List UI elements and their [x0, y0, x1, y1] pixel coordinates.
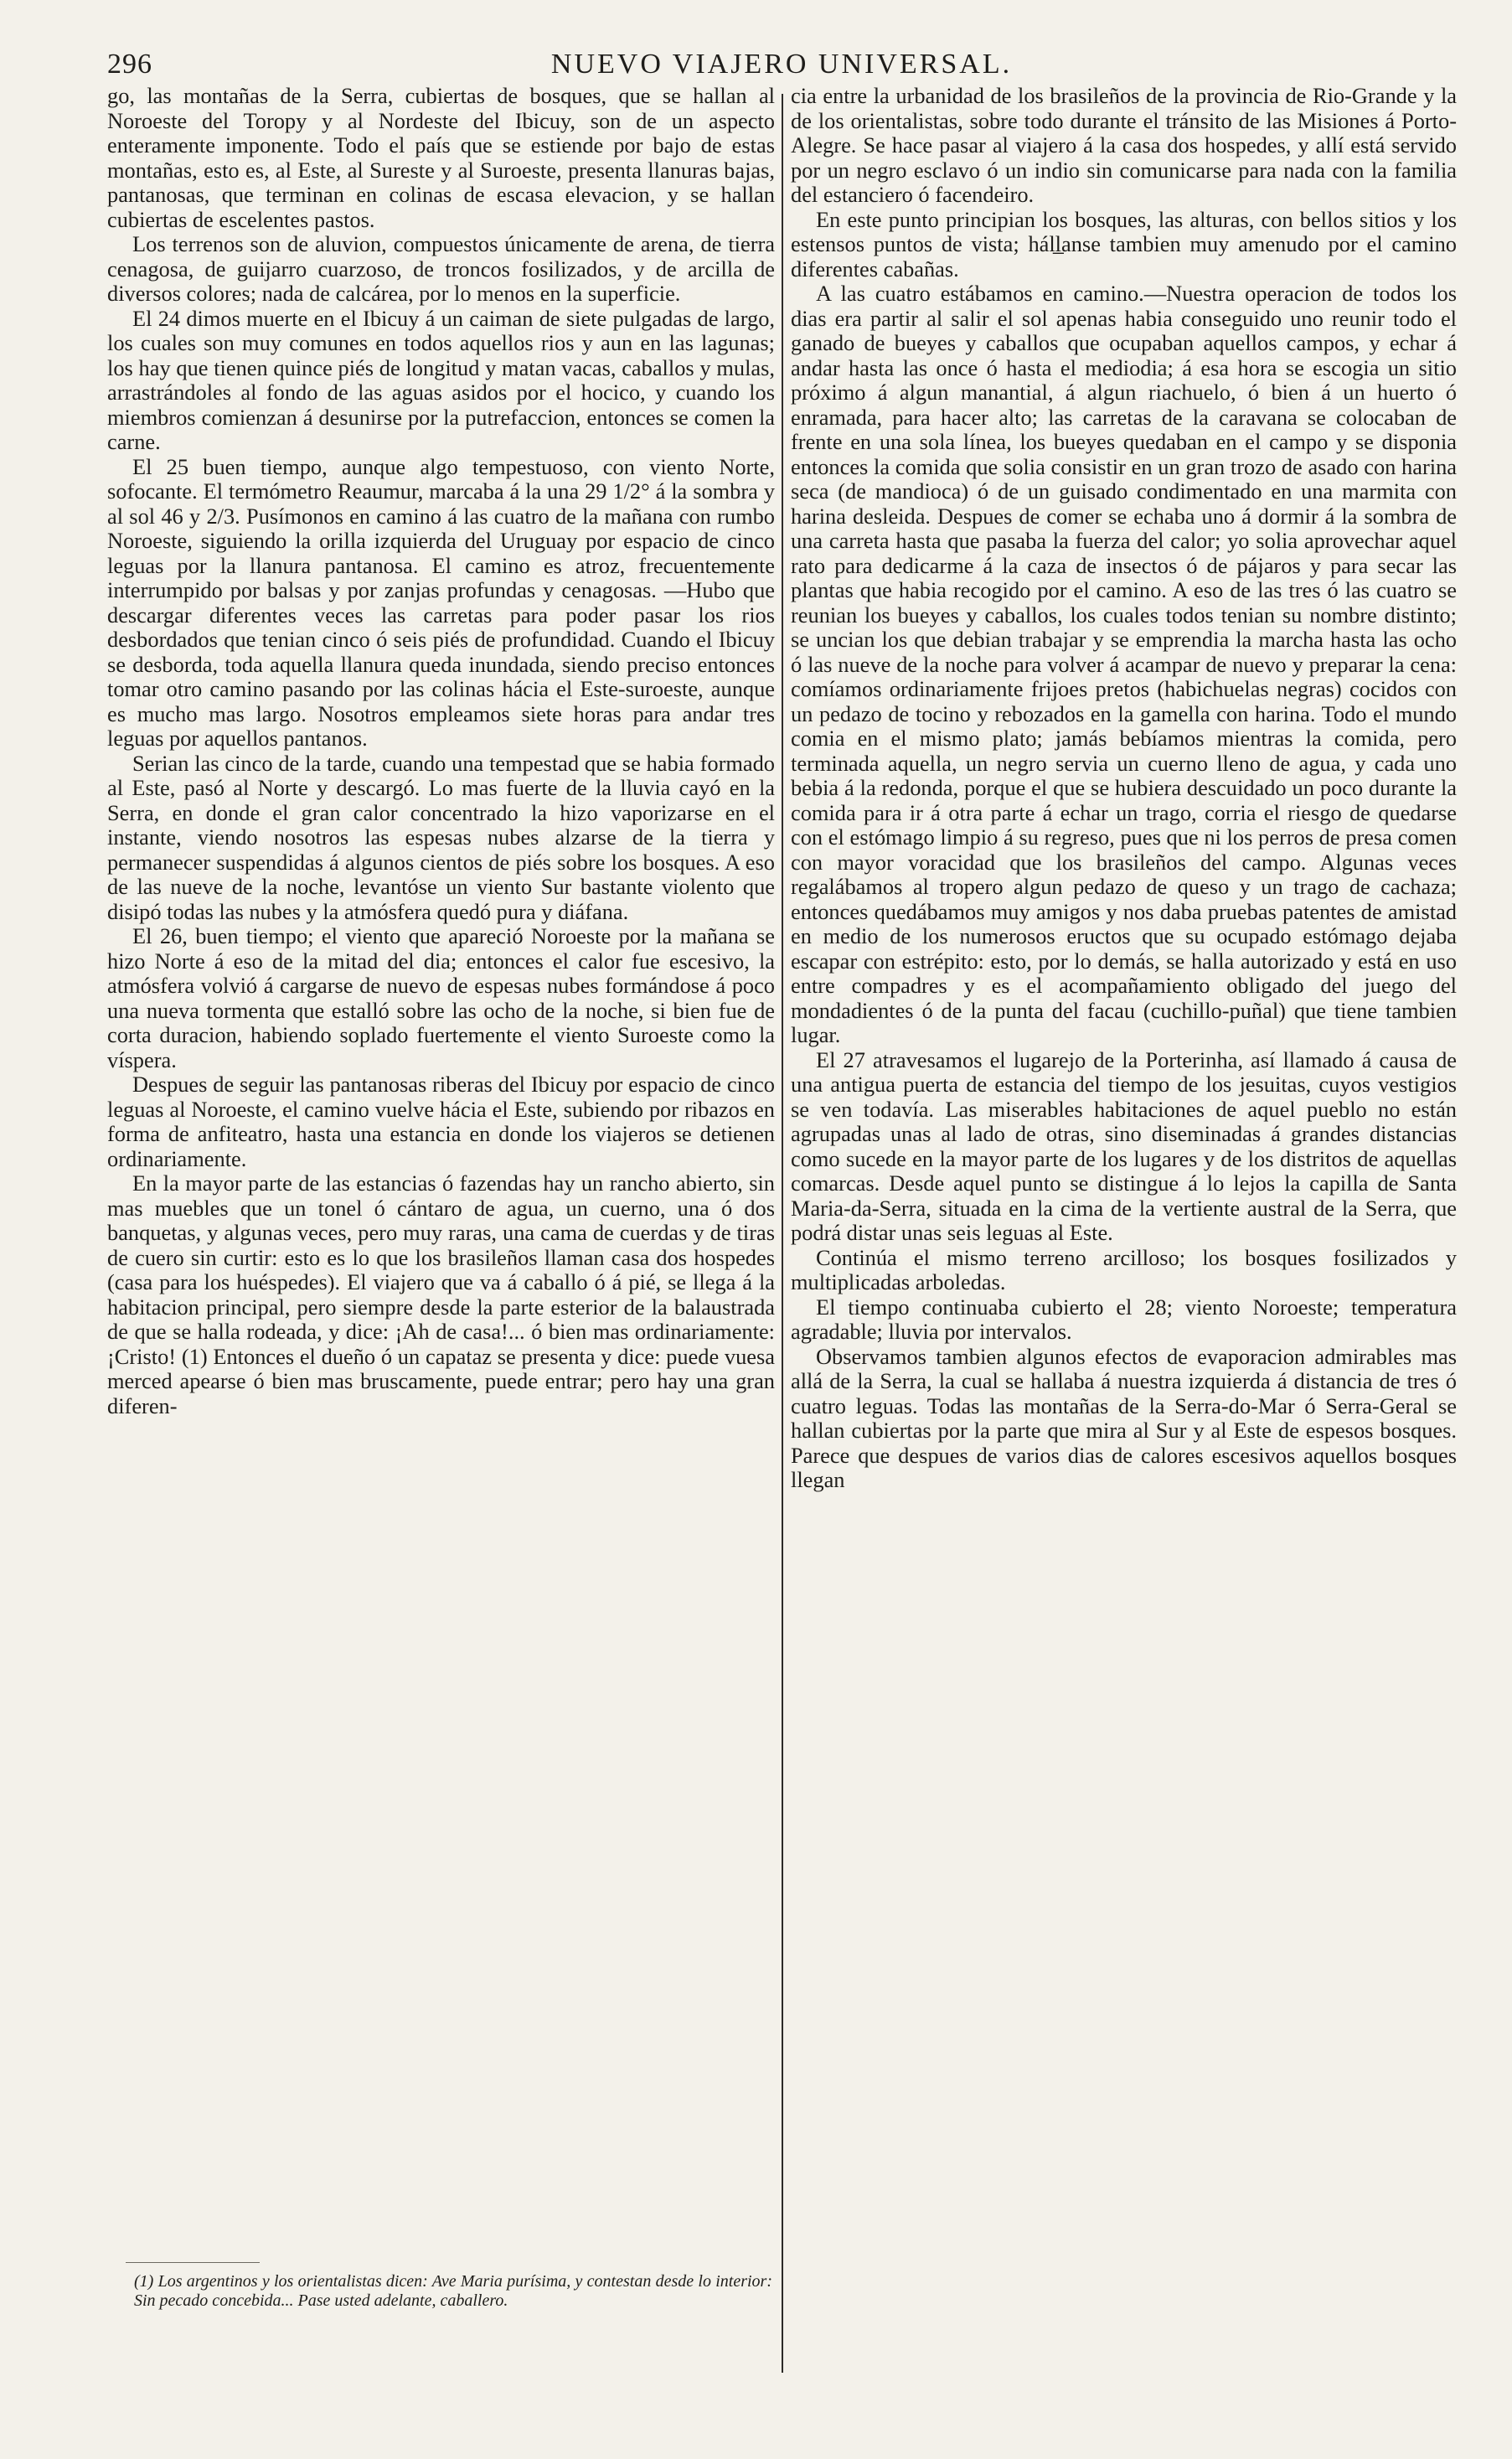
- left-column: [107, 84, 775, 2296]
- paragraph: Observamos tambien algunos efectos de evaporacion admirables mas allá de la Serra, la cual se hallaba á nuestra izquierda á distancia de tres ó cuatro leguas. Todas las montañas de la Serra-do-Mar ó Serra-Geral se hallan cubiertas por la parte que mira al Sur y al Este de espesos bosques. Parece que despues de varios dias de calores escesivos aquellos bosques llegan: [791, 1343, 1457, 1492]
- paragraph: cia entre la urbanidad de los brasileños de la provincia de Rio-Grande y la de los orientalistas, sobre todo durante el tránsito de las Misiones á Porto-Alegre. Se hace pasar al viajero á la casa dos hospedes, y allí está servido por un negro esclavo ó un indio sin comunicarse para nada con la familia del estanciero ó facendeiro.: [791, 83, 1457, 207]
- paragraph: El tiempo continuaba cubierto el 28; viento Noroeste; temperatura agradable; lluvia por intervalos.: [791, 1294, 1457, 1344]
- paragraph: En la mayor parte de las estancias ó fazendas hay un rancho abierto, sin mas muebles que un tonel ó cántaro de agua, un cuerno, una ó dos banquetas, y algunas veces, pero muy raras, una cama de cuerdas y de tiras de cuero sin curtir: esto es lo que los brasileños llaman casa dos hospedes (casa para los huéspedes). El viajero que va á caballo ó á pié, se llega á la habitacion principal, pero siempre desde la parte esterior de la balaustrada de que se halla rodeada, y dice: ¡Ah de casa!... ó bien mas ordinariamente: ¡Cristo! (1) Entonces el dueño ó un capataz se presenta y dice: puede vuesa merced apearse ó bien mas bruscamente, puede entrar; pero hay una gran diferen-: [107, 1170, 775, 1418]
- paragraph: A las cuatro estábamos en camino.—Nuestra operacion de todos los dias era partir al salir el sol apenas habia conseguido uno reunir todo el ganado de bueyes y caballos que ocupaban aquellos campos, y echar á andar hasta las once ó hasta el mediodia; á esa hora se escogia un sitio próximo á algun manantial, á algun riachuelo, ó bien á un huerto ó enramada, para hacer alto; las carretas de la caravana se colocaban de frente en una sola línea, los bueyes quedaban en el campo y se disponia entonces la comida que solia consistir en un gran trozo de asado con harina seca (de mandioca) ó de un guisado condimentado en una marmita con harina desleida. Despues de comer se echaba uno á dormir á la sombra de una carreta hasta que pasaba la fuerza del calor; yo solia aprovechar aquel rato para dedicarme á la caza de insectos ó de pájaros y para secar las plantas que habia recogido por el camino. A eso de las tres ó las cuatro se reunian los bueyes y caballos, los cuales todos tenian su nombre distinto; se uncian los que debian trabajar y se emprendia la marcha hasta las ocho ó las nueve de la noche para volver á acampar de nuevo y preparar la cena: comíamos ordinariamente frijoes pretos (habichuelas negras) cocidos con un pedazo de tocino y rebozados en la gamella con harina. Todo el mundo comia en el mismo plato; jamás bebíamos mientras la comida, pero terminada aquella, un negro servia un cuerno lleno de agua, y cada uno bebia á la redonda, porque el que se hubiera descuidado un poco durante la comida para ir á otra parte á echar un trago, corria el riesgo de quedarse con el estómago limpio á su regreso, pues que ni los perros de presa comen con mayor voracidad que los brasileños del campo. Algunas veces regalábamos al tropero algun pedazo de queso y un trago de cachaza; entonces quedábamos muy amigos y nos daba pruebas patentes de amistad en medio de los numerosos eructos que su ocupado estómago dejaba escapar con estrépito: esto, por lo demás, se halla autorizado y está en uso entre compadres y es el acompañamiento obligado del juego del mondadientes ó de la punta del facau (cuchillo-puñal) que tiene tambien lugar.: [791, 281, 1457, 1047]
- column-divider: [782, 94, 783, 2373]
- paragraph: El 27 atravesamos el lugarejo de la Porterinha, así llamado á causa de una antigua puerta de estancia del tiempo de los jesuitas, cuyos vestigios se ven todavía. Las miserables habitaciones de aquel pueblo no están agrupadas unas al lado de otras, sino diseminadas á grandes distancias como sucede en la mayor parte de los lugares y de los distritos de aquellas comarcas. Desde aquel punto se distingue á lo lejos la capilla de Santa Maria-da-Serra, situada en la cima de la vertiente austral de la Serra, que podrá distar unas seis leguas al Este.: [791, 1046, 1457, 1245]
- paragraph: Los terrenos son de aluvion, compuestos únicamente de arena, de tierra cenagosa, de guijarro cuarzoso, de troncos fosilizados, y de arcilla de diversos colores; nada de calcárea, por lo menos en la superficie.: [107, 231, 775, 306]
- paragraph: El 26, buen tiempo; el viento que apareció Noroeste por la mañana se hizo Norte á eso de la mitad del dia; entonces el calor fue escesivo, la atmósfera volvió á cargarse de nuevo de espesas nubes formándose á poco una nueva tormenta que estalló sobre las ocho de la noche, si bien fue de corta duracion, habiendo soplado fuertemente el viento Suroeste como la víspera.: [107, 923, 775, 1072]
- paragraph: Serian las cinco de la tarde, cuando una tempestad que se habia formado al Este, pasó al Norte y descargó. Lo mas fuerte de la lluvia cayó en la Serra, en donde el gran calor concentrado la hizo vaporizarse en el instante, viendo nosotros las espesas nubes alzarse de la tierra y permanecer suspendidas á algunos cientos de piés sobre los bosques. A eso de las nueve de la noche, levantóse un viento Sur bastante violento que disipó todas las nubes y la atmósfera quedó pura y diáfana.: [107, 750, 775, 924]
- page-header: [107, 49, 1456, 85]
- paragraph: El 25 buen tiempo, aunque algo tempestuoso, con viento Norte, sofocante. El termómetro Reaumur, marcaba á la una 29 1/2° á la sombra y al sol 46 y 2/3. Pusímonos en camino á las cuatro de la mañana con rumbo Noroeste, siguiendo la orilla izquierda del Uruguay por espacio de cinco leguas por la llanura pantanosa. El camino es atroz, frecuentemente interrumpido por balsas y por zanjas profundas y cenagosas. —Hubo que descargar diferentes veces las carretas para poder pasar los rios desbordados que tenian cinco ó seis piés de profundidad. Cuando el Ibicuy se desborda, toda aquella llanura queda inundada, siendo preciso entonces tomar otro camino pasando por las colinas hácia el Este-suroeste, aunque es mucho mas largo. Nosotros empleamos siete horas para andar tres leguas por aquellos pantanos.: [107, 453, 775, 751]
- right-column: [791, 84, 1457, 2379]
- paragraph: En este punto principian los bosques, las alturas, con bellos sitios y los estensos puntos de vista; háll̲anse tambien muy amenudo por el camino diferentes cabañas.: [791, 206, 1457, 282]
- footnote-separator: [126, 2262, 260, 2263]
- paragraph: Despues de seguir las pantanosas riberas del Ibicuy por espacio de cinco leguas al Noroeste, el camino vuelve hácia el Este, subiendo por ribazos en forma de anfiteatro, hasta una estancia en donde los viajeros se detienen ordinariamente.: [107, 1072, 775, 1171]
- footnote: (1) Los argentinos y los orientalistas dicen: Ave Maria purísima, y contestan desde lo interior: Sin pecado concebida... Pase usted adelante, caballero.: [134, 2272, 772, 2310]
- running-title: NUEVO VIAJERO UNIVERSAL.: [550, 49, 1013, 80]
- paragraph: Continúa el mismo terreno arcilloso; los bosques fosilizados y multiplicadas arboledas.: [791, 1244, 1457, 1294]
- paragraph: El 24 dimos muerte en el Ibicuy á un caiman de siete pulgadas de largo, los cuales son muy comunes en todos aquellos rios y aun en las lagunas; los hay que tienen quince piés de longitud y matan vacas, caballos y mulas, arrastrándoles al fondo de las aguas asidos por el hocico, y cuando los miembros comienzan á desunirse por la putrefaccion, entonces se comen la carne.: [107, 305, 775, 454]
- page-number: 296: [107, 49, 152, 80]
- paragraph: go, las montañas de la Serra, cubiertas de bosques, que se hallan al Noroeste del Toropy y al Nordeste del Ibicuy, son de un aspecto enteramente imponente. Todo el país que se estiende por bajo de estas montañas, esto es, al Este, al Sureste y al Suroeste, presenta llanuras bajas, pantanosas, que terminan en colinas de escasa elevacion, y se hallan cubiertas de escelentes pastos.: [107, 83, 775, 232]
